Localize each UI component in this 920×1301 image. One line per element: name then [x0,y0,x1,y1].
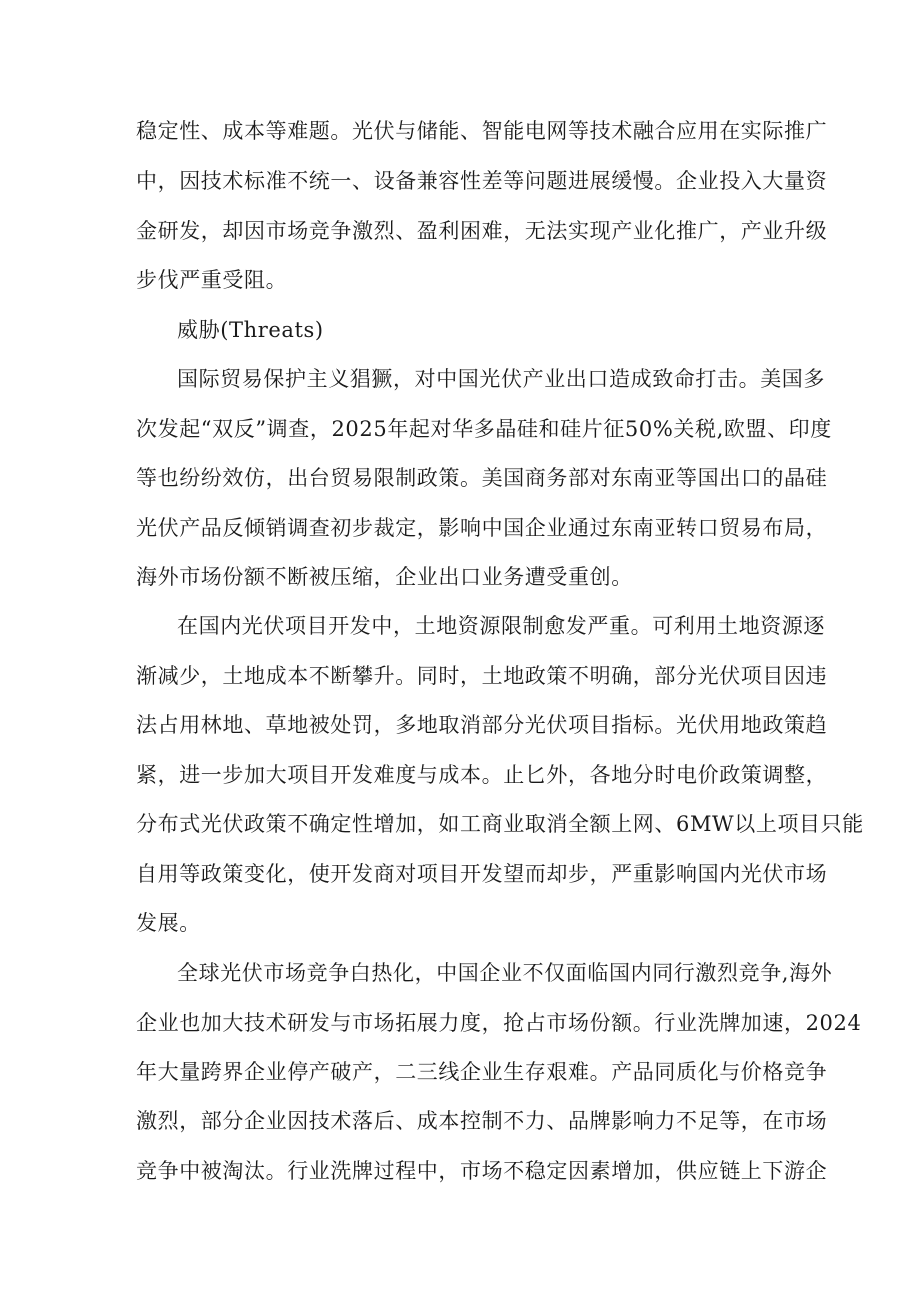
paragraph-1-line-3: 金研发，却因市场竞争激烈、盈利困难，无法实现产业化推广，产业升级 [136,219,828,243]
paragraph-2-line-5: 海外市场份额不断被压缩，企业出口业务遭受重创。 [136,565,633,589]
paragraph-3-line-1: 在国内光伏项目开发中，土地资源限制愈发严重。可利用土地资源逐 [177,614,825,638]
paragraph-3-line-3: 法占用林地、草地被处罚，多地取消部分光伏项目指标。光伏用地政策趋 [136,713,828,737]
paragraph-3-line-5: 分布式光伏政策不确定性增加，如工商业取消全额上网、6MW以上项目只能 [136,812,864,836]
paragraph-2-line-4: 光伏产品反倾销调查初步裁定，影响中国企业通过东南亚转口贸易布局， [136,516,828,540]
paragraph-4-line-5: 竞争中被淘汰。行业洗牌过程中，市场不稳定因素增加，供应链上下游企 [136,1159,828,1183]
section-heading-threats: 威胁(Threats) [177,318,324,342]
paragraph-1-line-2: 中，因技术标准不统一、设备兼容性差等问题进展缓慢。企业投入大量资 [136,169,828,193]
paragraph-3-line-6: 自用等政策变化，使开发商对项目开发望而却步，严重影响国内光伏市场 [136,862,828,886]
paragraph-2-line-1: 国际贸易保护主义猖獗，对中国光伏产业出口造成致命打击。美国多 [177,367,825,391]
paragraph-3-line-7: 发展。 [136,911,201,935]
paragraph-4-line-4: 激烈，部分企业因技术落后、成本控制不力、品牌影响力不足等，在市场 [136,1109,828,1133]
paragraph-1-line-4: 步伐严重受阻。 [136,268,288,292]
paragraph-4-line-3: 年大量跨界企业停产破产，二三线企业生存艰难。产品同质化与价格竞争 [136,1060,828,1084]
paragraph-2-line-2: 次发起“双反”调查，2025年起对华多晶硅和硅片征50%关税,欧盟、印度 [136,417,832,441]
paragraph-4-line-1: 全球光伏市场竞争白热化，中国企业不仅面临国内同行激烈竞争,海外 [177,961,833,985]
paragraph-1-line-1: 稳定性、成本等难题。光伏与储能、智能电网等技术融合应用在实际推广 [136,119,828,143]
paragraph-3-line-4: 紧，进一步加大项目开发难度与成本。止匕外，各地分时电价政策调整， [136,763,828,787]
paragraph-3-line-2: 渐减少，土地成本不断攀升。同时，土地政策不明确，部分光伏项目因违 [136,664,828,688]
paragraph-4-line-2: 企业也加大技术研发与市场拓展力度，抢占市场份额。行业洗牌加速，2024 [136,1011,862,1035]
paragraph-2-line-3: 等也纷纷效仿，出台贸易限制政策。美国商务部对东南亚等国出口的晶硅 [136,466,828,490]
